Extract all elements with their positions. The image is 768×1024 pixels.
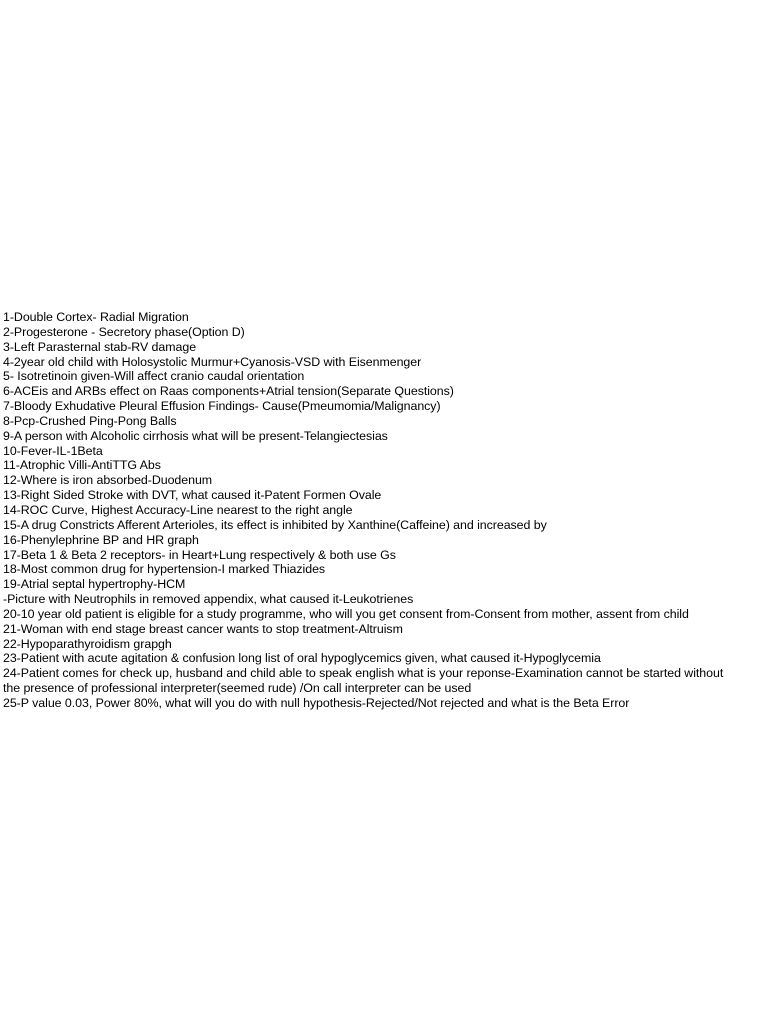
note-line: 16-Phenylephrine BP and HR graph — [3, 532, 199, 547]
note-line: 17-Beta 1 & Beta 2 receptors- in Heart+Lung respectively & both use Gs — [3, 547, 396, 562]
note-line: 5- Isotretinoin given-Will affect cranio caudal orientation — [3, 369, 305, 384]
note-line: 23-Patient with acute agitation & confusion long list of oral hypoglycemics given, what caused it-Hypoglycemia — [3, 651, 601, 666]
note-line: 7-Bloody Exhudative Pleural Effusion Findings- Cause(Pmeumomia/Malignancy) — [3, 399, 441, 414]
note-line: -Picture with Neutrophils in removed appendix, what caused it-Leukotrienes — [3, 592, 414, 607]
note-line: 14-ROC Curve, Highest Accuracy-Line nearest to the right angle — [3, 502, 353, 517]
note-line: 19-Atrial septal hypertrophy-HCM — [3, 577, 186, 592]
note-line: 2-Progesterone - Secretory phase(Option D) — [3, 324, 245, 339]
note-line: 13-Right Sided Stroke with DVT, what caused it-Patent Formen Ovale — [3, 488, 382, 503]
note-line: 12-Where is iron absorbed-Duodenum — [3, 473, 213, 488]
note-line: 8-Pcp-Crushed Ping-Pong Balls — [3, 413, 177, 428]
note-line: 10-Fever-IL-1Beta — [3, 443, 103, 458]
note-line: 11-Atrophic Villi-AntiTTG Abs — [3, 458, 161, 473]
notes-list — [3, 310, 765, 711]
note-line: 4-2year old child with Holosystolic Murmur+Cyanosis-VSD with Eisenmenger — [3, 354, 422, 369]
note-line: 22-Hypoparathyroidism grapgh — [3, 636, 172, 651]
note-line: 15-A drug Constricts Afferent Arterioles, its effect is inhibited by Xanthine(Caffeine) and increased by — [3, 517, 547, 532]
note-line: 18-Most common drug for hypertension-I marked Thiazides — [3, 562, 326, 577]
note-line: 3-Left Parasternal stab-RV damage — [3, 339, 197, 354]
note-line: 6-ACEis and ARBs effect on Raas components+Atrial tension(Separate Questions) — [3, 384, 454, 399]
note-line: 9-A person with Alcoholic cirrhosis what will be present-Telangiectesias — [3, 428, 388, 443]
note-line: 21-Woman with end stage breast cancer wants to stop treatment-Altruism — [3, 621, 403, 636]
note-line: the presence of professional interpreter(seemed rude) /On call interpreter can be used — [3, 681, 472, 696]
note-line: 25-P value 0.03, Power 80%, what will you do with null hypothesis-Rejected/Not rejected and what is the Beta Error — [3, 695, 630, 710]
note-line: 1-Double Cortex- Radial Migration — [3, 310, 189, 324]
note-line: 24-Patient comes for check up, husband and child able to speak english what is your reponse-Examination cannot be started without — [3, 666, 724, 681]
note-line: 20-10 year old patient is eligible for a study programme, who will you get consent from-Consent from mother, assent from child — [3, 606, 689, 621]
